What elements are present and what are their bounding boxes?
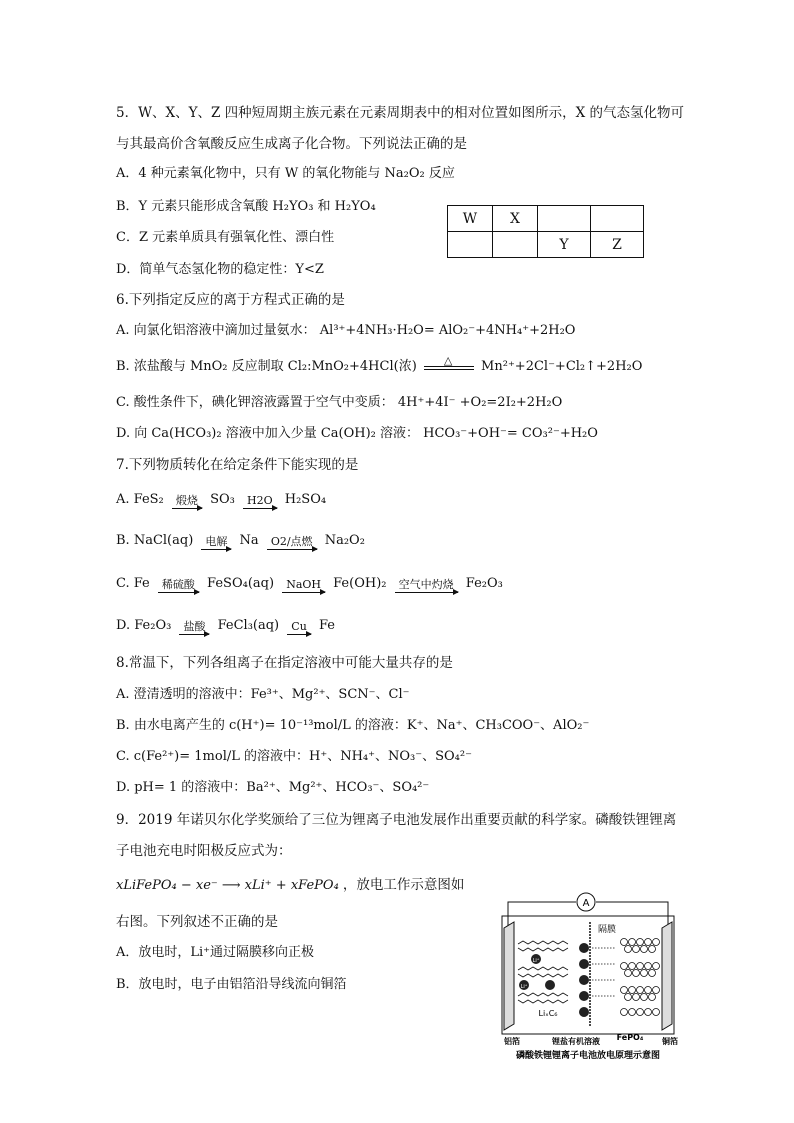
electrolyte-label: 锂盐有机溶液 (552, 1037, 600, 1046)
reaction-arrow (267, 536, 317, 550)
q7c-species-2: Fe(OH)₂ (333, 576, 387, 591)
battery-discharge-diagram (488, 892, 688, 1060)
cell-empty (538, 206, 591, 232)
cell-container (502, 916, 674, 1034)
periodic-row-2 (448, 232, 644, 258)
q7-option-c (116, 575, 503, 593)
li-ion (579, 975, 589, 985)
li-ion (579, 1007, 589, 1017)
q7a-species-0: A. FeS₂ (116, 492, 164, 507)
graphite-layers (518, 941, 568, 1003)
q7c-species-1: FeSO₄(aq) (207, 576, 275, 591)
cell-empty (493, 232, 538, 258)
reaction-arrow (243, 495, 277, 509)
arrow-condition: 稀硫酸 (161, 578, 195, 591)
q7b-species-2: Na₂O₂ (324, 533, 365, 548)
q7-stem: 7.下列物质转化在给定条件下能实现的是 (116, 457, 359, 473)
migration-arrows (592, 948, 616, 996)
arrow-condition: 电解 (205, 535, 228, 548)
q6-option-b (116, 353, 643, 376)
q5-stem-line2: 与其最高价含氧酸反应生成离子化合物。下列说法正确的是 (116, 136, 467, 152)
fepo4-label: FePO₄ (616, 1033, 644, 1042)
q5-stem-line1: 5．W、X、Y、Z 四种短周期主族元素在元素周期表中的相对位置如图所示，X 的气态氢化物可 (116, 105, 685, 121)
q8-option-b: B. 由水电离产生的 c(H⁺)= 10⁻¹³mol/L 的溶液：K⁺、Na⁺、CH₃COO⁻、AlO₂⁻ (116, 718, 590, 733)
q6-option-b-pre: B. 浓盐酸与 MnO₂ 反应制取 Cl₂:MnO₂+4HCl(浓) (116, 359, 417, 374)
cell-z: Z (591, 232, 644, 258)
q5-option-a: A．4 种元素氧化物中，只有 W 的氧化物能与 Na₂O₂ 反应 (116, 166, 455, 181)
q8-stem: 8.常温下，下列各组离子在指定溶液中可能大量共存的是 (116, 655, 453, 671)
q9-stem-line1: 9．2019 年诺贝尔化学奖颁给了三位为锂离子电池发展作出重要贡献的科学家。磷酸铁锂锂离 (116, 812, 677, 828)
right-electrode (662, 922, 672, 1030)
q8-option-d: D. pH= 1 的溶液中：Ba²⁺、Mg²⁺、HCO₃⁻、SO₄²⁻ (116, 780, 430, 795)
periodic-table-fragment (447, 205, 644, 258)
heat-triangle-icon: △ (443, 353, 453, 367)
reaction-arrow (282, 579, 325, 593)
li-label: Li⁺ (520, 984, 528, 990)
figure-caption: 磷酸铁锂锂离子电池放电原理示意图 (515, 1051, 661, 1060)
q7d-species-1: FeCl₃(aq) (217, 618, 280, 633)
arrow-condition: 盐酸 (183, 620, 206, 633)
arrow-condition: H2O (246, 494, 273, 507)
left-plate-label: 铝箔 (504, 1037, 520, 1046)
q9-equation-line (116, 876, 464, 895)
q6-option-b-post: Mn²⁺+2Cl⁻+Cl₂↑+2H₂O (481, 359, 643, 374)
lixc6-label: LiₓC₆ (538, 1009, 558, 1018)
cell-empty (448, 232, 493, 258)
reaction-arrow (179, 621, 209, 635)
q9-option-b: B．放电时，电子由铝箔沿导线流向铜箔 (116, 977, 347, 992)
reaction-arrow (201, 536, 231, 550)
q8-option-a: A. 澄清透明的溶液中：Fe³⁺、Mg²⁺、SCN⁻、Cl⁻ (116, 687, 410, 702)
q9-stem-line3: 右图。下列叙述不正确的是 (116, 914, 278, 930)
q7b-species-0: B. NaCl(aq) (116, 533, 194, 548)
q7-option-a (116, 491, 326, 509)
arrow-condition: O2/点燃 (270, 535, 313, 548)
arrow-condition: Cu (291, 620, 307, 633)
q9-stem-line2: 子电池充电时阳极反应式为： (116, 843, 292, 859)
heat-equals-sign (424, 353, 474, 374)
q6-option-c: C. 酸性条件下，碘化钾溶液露置于空气中变质： 4H⁺+4I⁻ +O₂=2I₂+2H₂O (116, 395, 563, 410)
li-ion (579, 959, 589, 969)
q7c-species-0: C. Fe (116, 576, 150, 591)
q9-option-a: A．放电时，Li⁺通过隔膜移向正极 (116, 945, 315, 960)
li-ion (545, 980, 555, 990)
reaction-arrow (287, 621, 311, 635)
q7c-species-3: Fe₂O₃ (465, 576, 503, 591)
q5-option-b: B．Y 元素只能形成含氧酸 H₂YO₃ 和 H₂YO₄ (116, 199, 376, 214)
left-electrode (504, 922, 514, 1030)
q5-option-c: C．Z 元素单质具有强氧化性、漂白性 (116, 230, 335, 245)
membrane-label: 隔膜 (598, 925, 617, 935)
q8-option-c: C. c(Fe²⁺)= 1mol/L 的溶液中：H⁺、NH₄⁺、NO₃⁻、SO₄²⁻ (116, 749, 472, 764)
q7d-species-0: D. Fe₂O₃ (116, 618, 172, 633)
lithium-ions-membrane (579, 943, 589, 1017)
q7a-species-2: H₂SO₄ (284, 492, 327, 507)
q7-option-d (116, 617, 335, 635)
q6-stem: 6.下列指定反应的离于方程式正确的是 (116, 292, 345, 308)
cell-w: W (448, 206, 493, 232)
cell-y: Y (538, 232, 591, 258)
fepo4-cathode (621, 939, 660, 1016)
q9-equation-tail: ，放电工作示意图如 (342, 877, 465, 893)
arrow-condition: 空气中灼烧 (398, 578, 454, 591)
cell-x: X (493, 206, 538, 232)
q6-option-d: D. 向 Ca(HCO₃)₂ 溶液中加入少量 Ca(OH)₂ 溶液： HCO₃⁻+OH⁻= CO₃²⁻+H₂O (116, 426, 598, 441)
q7-option-b (116, 532, 365, 550)
reaction-arrow (395, 579, 458, 593)
reaction-arrow (172, 495, 202, 509)
q6-option-a: A. 向氯化铝溶液中滴加过量氨水： Al³⁺+4NH₃·H₂O= AlO₂⁻+4NH₄⁺+2H₂O (116, 323, 576, 338)
q7d-species-2: Fe (318, 618, 335, 633)
cell-empty (591, 206, 644, 232)
li-label: Li⁺ (532, 958, 540, 964)
periodic-row-1 (448, 206, 644, 232)
li-ion (579, 991, 589, 1001)
arrow-condition: 煅烧 (175, 494, 198, 507)
right-plate-label: 铜箔 (662, 1037, 678, 1046)
q7b-species-1: Na (239, 533, 259, 548)
q5-option-d: D．简单气态氢化物的稳定性：Y<Z (116, 262, 324, 277)
q7a-species-1: SO₃ (210, 492, 235, 507)
reaction-arrow (158, 579, 199, 593)
ammeter-label: A (582, 898, 590, 909)
arrow-condition: NaOH (286, 578, 321, 591)
q9-equation: xLiFePO₄ − xe⁻ ⟶ xLi⁺ + xFePO₄ (116, 878, 339, 893)
li-ion (579, 943, 589, 953)
